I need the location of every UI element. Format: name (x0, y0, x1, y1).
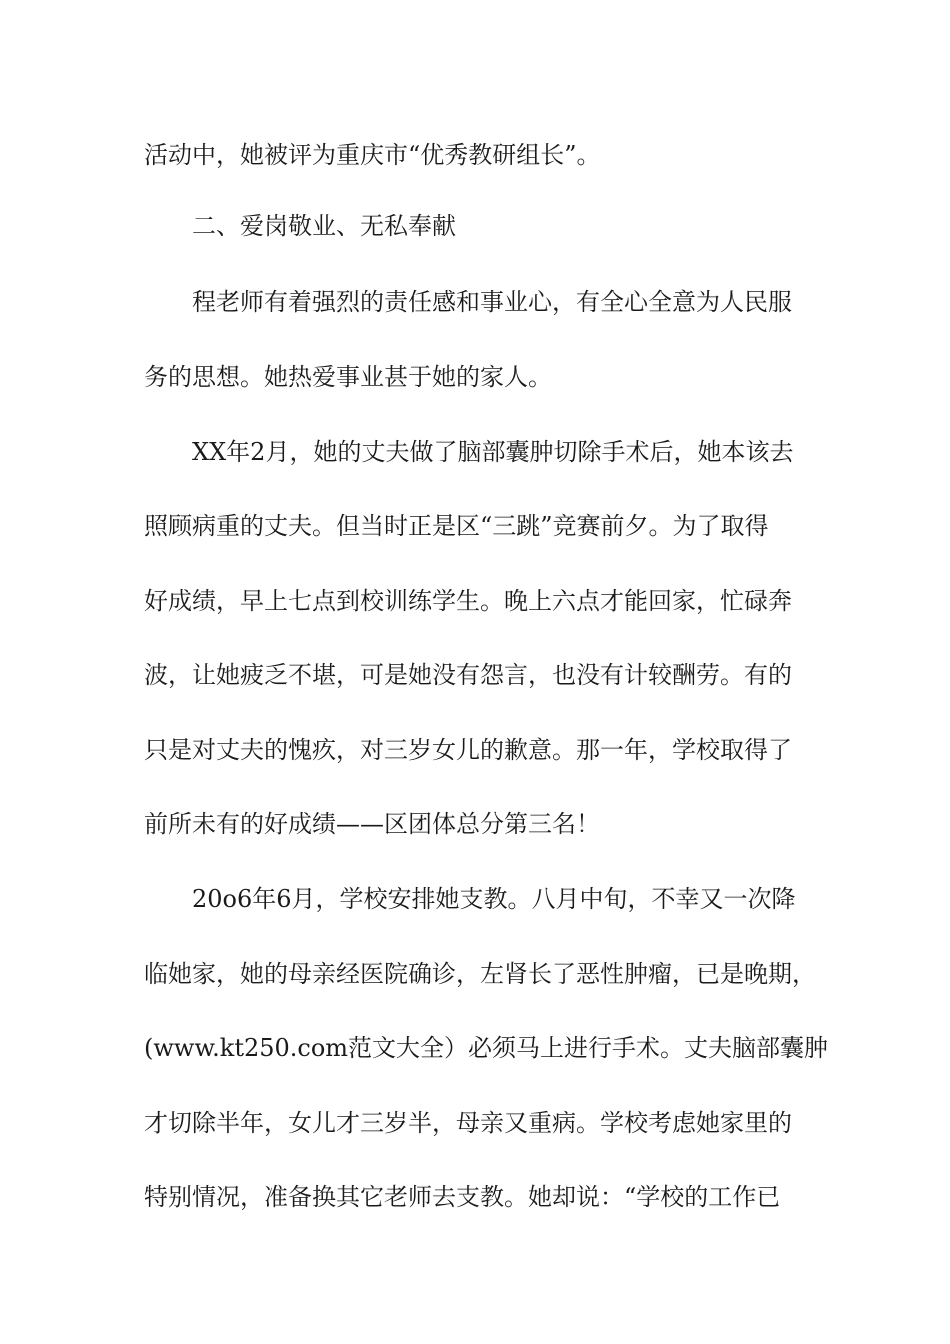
text-line: 好成绩，早上七点到校训练学生。晚上六点才能回家，忙碌奔 (144, 587, 792, 615)
text-line: 才切除半年，女儿才三岁半，母亲又重病。学校考虑她家里的 (144, 1109, 792, 1137)
text-line: (www.kt250.com范文大全）必须马上进行手术。丈夫脑部囊肿 (144, 1034, 829, 1062)
text-line: 20o6年6月，学校安排她支教。八月中旬，不幸又一次降 (192, 885, 796, 913)
text-line: 临她家，她的母亲经医院确诊，左肾长了恶性肿瘤，已是晚期， (144, 960, 816, 988)
text-line: 照顾病重的丈夫。但当时正是区“三跳”竞赛前夕。为了取得 (144, 512, 769, 540)
text-line: 特别情况，准备换其它老师去支教。她却说：“学校的工作已 (144, 1183, 781, 1211)
text-line: 波，让她疲乏不堪，可是她没有怨言，也没有计较酬劳。有的 (144, 661, 792, 689)
text-line: 活动中，她被评为重庆市“优秀教研组长”。 (144, 141, 601, 169)
text-line: 只是对丈夫的愧疚，对三岁女儿的歉意。那一年，学校取得了 (144, 736, 792, 764)
text-line: XX年2月，她的丈夫做了脑部囊肿切除手术后，她本该去 (192, 438, 794, 466)
text-line: 前所未有的好成绩——区团体总分第三名！ (144, 810, 600, 838)
text-line: 程老师有着强烈的责任感和事业心，有全心全意为人民服 (192, 288, 792, 316)
section-heading: 二、爱岗敬业、无私奉献 (192, 212, 456, 240)
text-line: 务的思想。她热爱事业甚于她的家人。 (144, 363, 552, 391)
